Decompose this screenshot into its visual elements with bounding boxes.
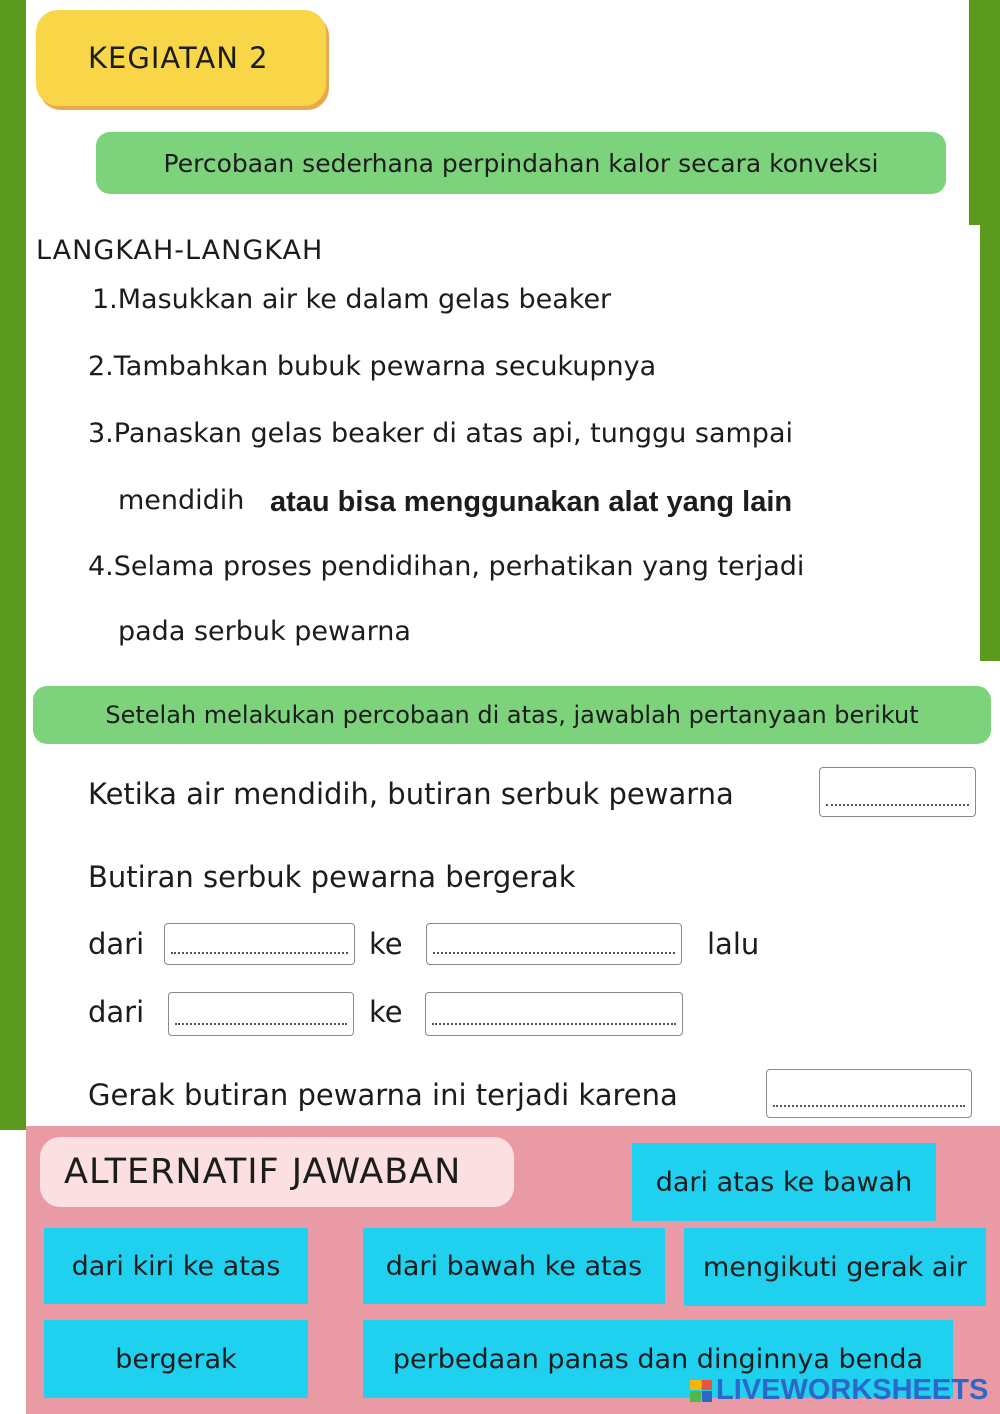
steps-heading: LANGKAH-LANGKAH <box>36 235 324 266</box>
question-2: Butiran serbuk pewarna bergerak <box>88 860 576 894</box>
step-4: 4.Selama proses pendidihan, perhatikan yang terjadi <box>88 551 805 582</box>
from-label-2: dari <box>88 995 145 1029</box>
answer-box-from-1[interactable] <box>164 923 355 965</box>
activity-label: KEGIATAN 2 <box>36 10 326 106</box>
from-label-1: dari <box>88 927 145 961</box>
answer-option-dari-bawah-ke-atas[interactable]: dari bawah ke atas <box>363 1228 665 1304</box>
questions-instruction: Setelah melakukan percobaan di atas, jawablah pertanyaan berikut <box>33 686 991 744</box>
answer-option-bergerak[interactable]: bergerak <box>44 1320 308 1398</box>
answer-box-to-1[interactable] <box>426 923 682 965</box>
frame-strip-right-top <box>969 0 1000 225</box>
question-1: Ketika air mendidih, butiran serbuk pewarna <box>88 777 734 811</box>
answer-box-to-2[interactable] <box>425 992 683 1036</box>
liveworksheets-logo <box>690 1374 988 1407</box>
question-3: Gerak butiran pewarna ini terjadi karena <box>88 1078 678 1112</box>
activity-title: Percobaan sederhana perpindahan kalor secara konveksi <box>96 132 946 194</box>
answer-option-dari-kiri-ke-atas[interactable]: dari kiri ke atas <box>44 1228 308 1304</box>
then-label: lalu <box>707 927 760 961</box>
step-3: 3.Panaskan gelas beaker di atas api, tunggu sampai <box>88 418 793 449</box>
answer-option-perbedaan-panas[interactable]: perbedaan panas dan dinginnya benda <box>363 1320 953 1398</box>
answer-option-mengikuti-gerak-air[interactable]: mengikuti gerak air <box>684 1228 986 1306</box>
step-3-continued: mendidih <box>118 485 245 516</box>
brand-name: LIVEWORKSHEETS <box>716 1374 989 1406</box>
answer-option-dari-atas-ke-bawah[interactable]: dari atas ke bawah <box>632 1143 936 1221</box>
frame-strip-right-bottom <box>980 225 1000 661</box>
to-label-2: ke <box>369 995 403 1029</box>
answer-box-3[interactable] <box>766 1069 972 1118</box>
to-label-1: ke <box>369 927 403 961</box>
liveworksheets-icon <box>690 1380 712 1402</box>
answer-box-from-2[interactable] <box>168 992 354 1036</box>
frame-strip-left <box>0 0 26 1130</box>
step-1: 1.Masukkan air ke dalam gelas beaker <box>92 284 612 315</box>
step-3-note: atau bisa menggunakan alat yang lain <box>270 486 793 518</box>
answer-box-1[interactable] <box>819 767 976 817</box>
alternatives-title: ALTERNATIF JAWABAN <box>40 1137 514 1207</box>
step-4-continued: pada serbuk pewarna <box>118 616 411 647</box>
step-2: 2.Tambahkan bubuk pewarna secukupnya <box>88 351 657 382</box>
